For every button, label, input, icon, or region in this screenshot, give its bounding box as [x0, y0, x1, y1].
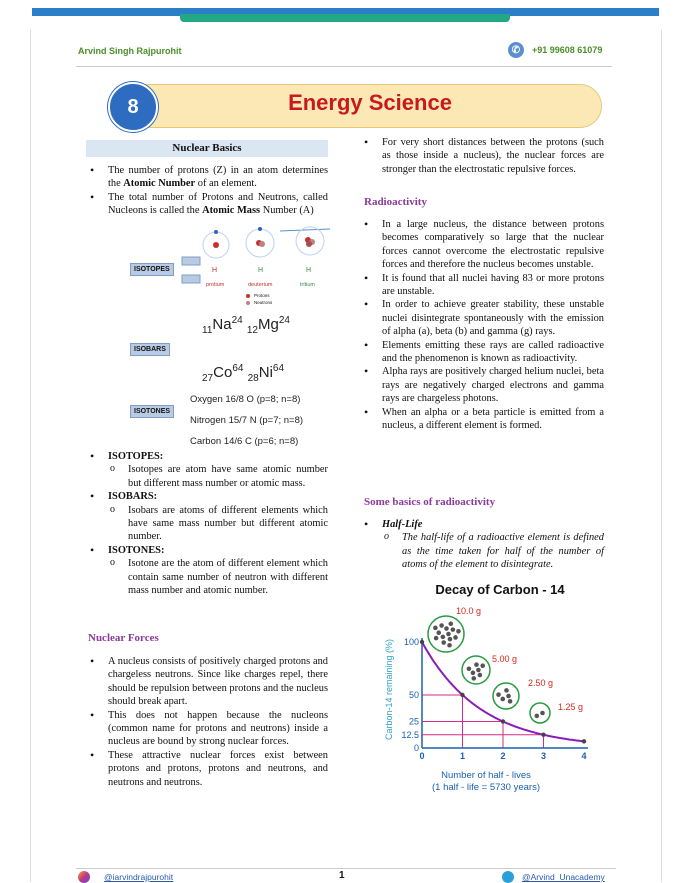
- isobars-tag: ISOBARS: [130, 343, 170, 356]
- data-point: [460, 693, 464, 697]
- intro-bullet-2: • The total number of Protons and Neutrons, called Nucleons is called the Atomic Mass Number (A): [88, 191, 328, 218]
- data-point: [582, 739, 586, 743]
- radio-bullet: • In order to achieve greater stability, these unstable nuclei disintegrate spontaneously with the emission of alpha (a), beta (b) and gamma (g) rays.: [362, 298, 604, 338]
- ni-symbol: Ni: [258, 364, 273, 381]
- atom-dot: [504, 688, 509, 693]
- atom-dot: [506, 694, 511, 699]
- def-isobars: [88, 490, 328, 544]
- isotones-tag: ISOTONES: [130, 405, 174, 418]
- isotone-symbol: 15/7 N: [228, 415, 257, 426]
- radio-bullet: • Alpha rays are positively charged helium nuclei, beta rays are negatively charged electrons and gamma rays are chargeless photons.: [362, 365, 604, 405]
- isotone-name: Oxygen: [190, 394, 223, 405]
- section-title-nuclear-basics: Nuclear Basics: [86, 140, 328, 157]
- legend-neutrons: Neutrons: [254, 300, 273, 305]
- atom-dot: [439, 623, 444, 628]
- footer-instagram[interactable]: [78, 871, 173, 883]
- isotones-table: [190, 389, 330, 452]
- data-point: [501, 719, 505, 723]
- radio-bullet: • When an alpha or a beta particle is emitted from a nucleus, a different element is formed.: [362, 406, 604, 433]
- def-text: o Isotone are the atom of different element which contain same number of neutron with different mass number and atomic number.: [108, 557, 328, 597]
- atom-dot: [434, 636, 439, 641]
- mg-a: 24: [278, 315, 290, 326]
- atom-dot: [447, 643, 452, 648]
- sample-mass-label: 1.25 g: [558, 702, 584, 712]
- y-tick-label: 100: [403, 637, 419, 647]
- mg-symbol: Mg: [258, 316, 279, 333]
- def-head: ISOTONES:: [108, 544, 165, 556]
- atom-dot: [444, 626, 449, 631]
- atom-dot: [535, 714, 540, 719]
- def-text: o Isotopes are atom have same atomic number but different mass number or atomic mass.: [108, 463, 328, 490]
- isotone-name: Nitrogen: [190, 415, 226, 426]
- page-number: 1: [339, 870, 345, 881]
- na-symbol: Na: [212, 316, 232, 333]
- atom-dot: [508, 699, 513, 704]
- atom-dot: [448, 622, 453, 627]
- protium-label: protium: [206, 282, 225, 288]
- def-head: ISOTOPES:: [108, 451, 164, 462]
- footer-divider: [76, 868, 616, 869]
- atom-dot: [456, 629, 461, 634]
- radio-bullet: • It is found that all nuclei having 83 or more protons are unstable.: [362, 272, 604, 299]
- atom-dot: [471, 671, 476, 676]
- radio-bullet: • Elements emitting these rays are called radioactive and the phenomenon is known as radioactivity.: [362, 339, 604, 366]
- atom-dot: [441, 635, 446, 640]
- sample-circle: [462, 656, 490, 684]
- y-tick-label: 0: [413, 743, 419, 753]
- isobar-pair-2: [202, 363, 284, 384]
- telegram-icon: [502, 871, 514, 883]
- right-top-list: [362, 136, 604, 176]
- isotone-name: Carbon: [190, 436, 222, 447]
- right-top-bullet: • For very short distances between the protons (such as those inside a nucleus), the nuclear forces are stronger than the electrostatic repulsive forces.: [362, 136, 604, 176]
- data-point: [541, 733, 545, 737]
- legend-protons: Protons: [254, 293, 270, 298]
- atom-dot: [436, 630, 441, 635]
- header-divider: [76, 66, 612, 67]
- atom-dot: [478, 673, 483, 678]
- ni-a: 64: [272, 363, 285, 374]
- def-head: ISOBARS:: [108, 491, 158, 503]
- chapter-number: 8: [108, 82, 158, 132]
- section-title-basics: Some basics of radioactivity: [364, 496, 496, 508]
- header-author: Arvind Singh Rajpurohit: [78, 46, 182, 56]
- x-tick-label: 2: [500, 751, 506, 761]
- chapter-title: Energy Science: [288, 90, 452, 115]
- atom-dot: [446, 632, 451, 637]
- atom-dot: [433, 626, 438, 631]
- isotone-desc: (p=7; n=8): [259, 415, 304, 426]
- isotone-row: [190, 410, 330, 431]
- na-z: 11: [202, 325, 213, 336]
- chart-ylabel: Carbon-14 remaining (%): [384, 638, 394, 740]
- chart-xlabel: Number of half - lives: [441, 770, 531, 781]
- atom-dot: [467, 666, 472, 671]
- halflife-item: [362, 518, 604, 572]
- ni-z: 28: [247, 373, 259, 384]
- chart-grid: [422, 695, 544, 748]
- deuterium-label: deuterium: [248, 282, 273, 288]
- sample-mass-label: 10.0 g: [456, 606, 482, 616]
- radio-bullet: • In a large nucleus, the distance between protons becomes comparatively so large that the nuclear forces cannot overcome the electrostatic repulsive forces and therefore the nucleus becomes unstable.: [362, 218, 604, 272]
- phone-number: +91 99608 61079: [532, 45, 603, 55]
- sample-circle: [530, 703, 550, 723]
- isobar-pair-1: [202, 315, 290, 336]
- radioactivity-list: [362, 218, 604, 433]
- sample-mass-label: 2.50 g: [528, 678, 554, 688]
- footer-telegram[interactable]: [502, 871, 605, 883]
- definitions-list: [88, 450, 328, 597]
- tritium-label: tritium: [300, 282, 315, 288]
- atom-dot: [471, 676, 476, 681]
- x-tick-label: 4: [581, 751, 587, 761]
- na-a: 24: [231, 315, 243, 326]
- isotone-symbol: 16/8 O: [225, 394, 254, 405]
- def-isotopes: [88, 450, 328, 490]
- halflife-head: Half-Life: [382, 519, 423, 530]
- instagram-handle[interactable]: @iarvindrajpurohit: [104, 872, 174, 882]
- co-symbol: Co: [213, 364, 233, 381]
- atom-dot: [540, 711, 545, 716]
- y-tick-label: 12.5: [401, 729, 419, 740]
- isotone-row: [190, 389, 330, 410]
- halflife-def: o The half-life of a radioactive element is defined as the time taken for half of the number of atoms of the element to disintegrate.: [382, 531, 604, 571]
- def-isotones: [88, 544, 328, 598]
- decay-chart: [378, 580, 614, 796]
- y-tick-label: 25: [408, 716, 419, 727]
- instagram-icon: [78, 871, 90, 883]
- svg-text:H: H: [306, 267, 312, 274]
- phone-icon: ✆: [508, 42, 524, 58]
- forces-bullet: • This does not happen because the nucleons (common name for protons and neutrons) inside a nucleus are bound by strong nuclear forces.: [88, 709, 328, 749]
- intro-bullet-1: • The number of protons (Z) in an atom determines the Atomic Number of an element.: [88, 164, 328, 191]
- forces-bullet: • A nucleus consists of positively charged protons and chargeless neutrons. Since like charges repel, there should be repulsion between protons and the nucleus should break apart.: [88, 655, 328, 709]
- isotone-desc: (p=6; n=8): [254, 436, 299, 447]
- atom-dot: [451, 627, 456, 632]
- co-z: 27: [202, 373, 214, 384]
- y-tick-label: 50: [408, 690, 419, 700]
- chart-title: Decay of Carbon - 14: [435, 582, 565, 597]
- top-accent-tab: [180, 14, 510, 22]
- forces-bullet: • These attractive nuclear forces exist between protons and protons, protons and neutrons, and neutrons and neutrons.: [88, 749, 328, 789]
- atom-dot: [480, 663, 485, 668]
- atom-dot: [474, 662, 479, 667]
- telegram-handle[interactable]: @Arvind_Unacademy: [522, 872, 605, 882]
- chart-xlabel-note: (1 half - life = 5730 years): [432, 782, 540, 793]
- header-phone: [508, 42, 602, 58]
- atom-dot: [496, 692, 501, 697]
- data-point: [420, 640, 424, 644]
- isotopes-tag: ISOTOPES: [130, 263, 174, 276]
- intro-list: [88, 164, 328, 218]
- forces-list: [88, 655, 328, 789]
- atom-dot: [448, 637, 453, 642]
- sample-circle: [428, 616, 464, 652]
- x-tick-label: 1: [459, 751, 466, 761]
- atom-dot: [500, 697, 505, 702]
- halflife-list: [362, 518, 604, 572]
- section-title-nuclear-forces: Nuclear Forces: [88, 632, 159, 644]
- x-tick-label: 3: [540, 751, 547, 761]
- isotone-symbol: 14/6 C: [223, 436, 252, 447]
- co-a: 64: [232, 363, 244, 374]
- isotone-row: [190, 431, 330, 452]
- chart-annotations: [428, 606, 583, 723]
- svg-text:H: H: [258, 267, 264, 274]
- isotope-figure: [130, 225, 330, 455]
- atom-dot: [453, 635, 458, 640]
- def-text: o Isobars are atoms of different elements which have same mass number but different atomic number.: [108, 504, 328, 544]
- section-title-radioactivity: Radioactivity: [364, 196, 427, 208]
- sample-mass-label: 5.00 g: [492, 654, 518, 664]
- isotone-desc: (p=8; n=8): [256, 394, 301, 405]
- mg-z: 12: [246, 325, 258, 336]
- x-tick-label: 0: [419, 751, 425, 761]
- svg-text:H: H: [212, 267, 218, 274]
- atom-dot: [476, 668, 481, 673]
- atom-dot: [441, 640, 446, 645]
